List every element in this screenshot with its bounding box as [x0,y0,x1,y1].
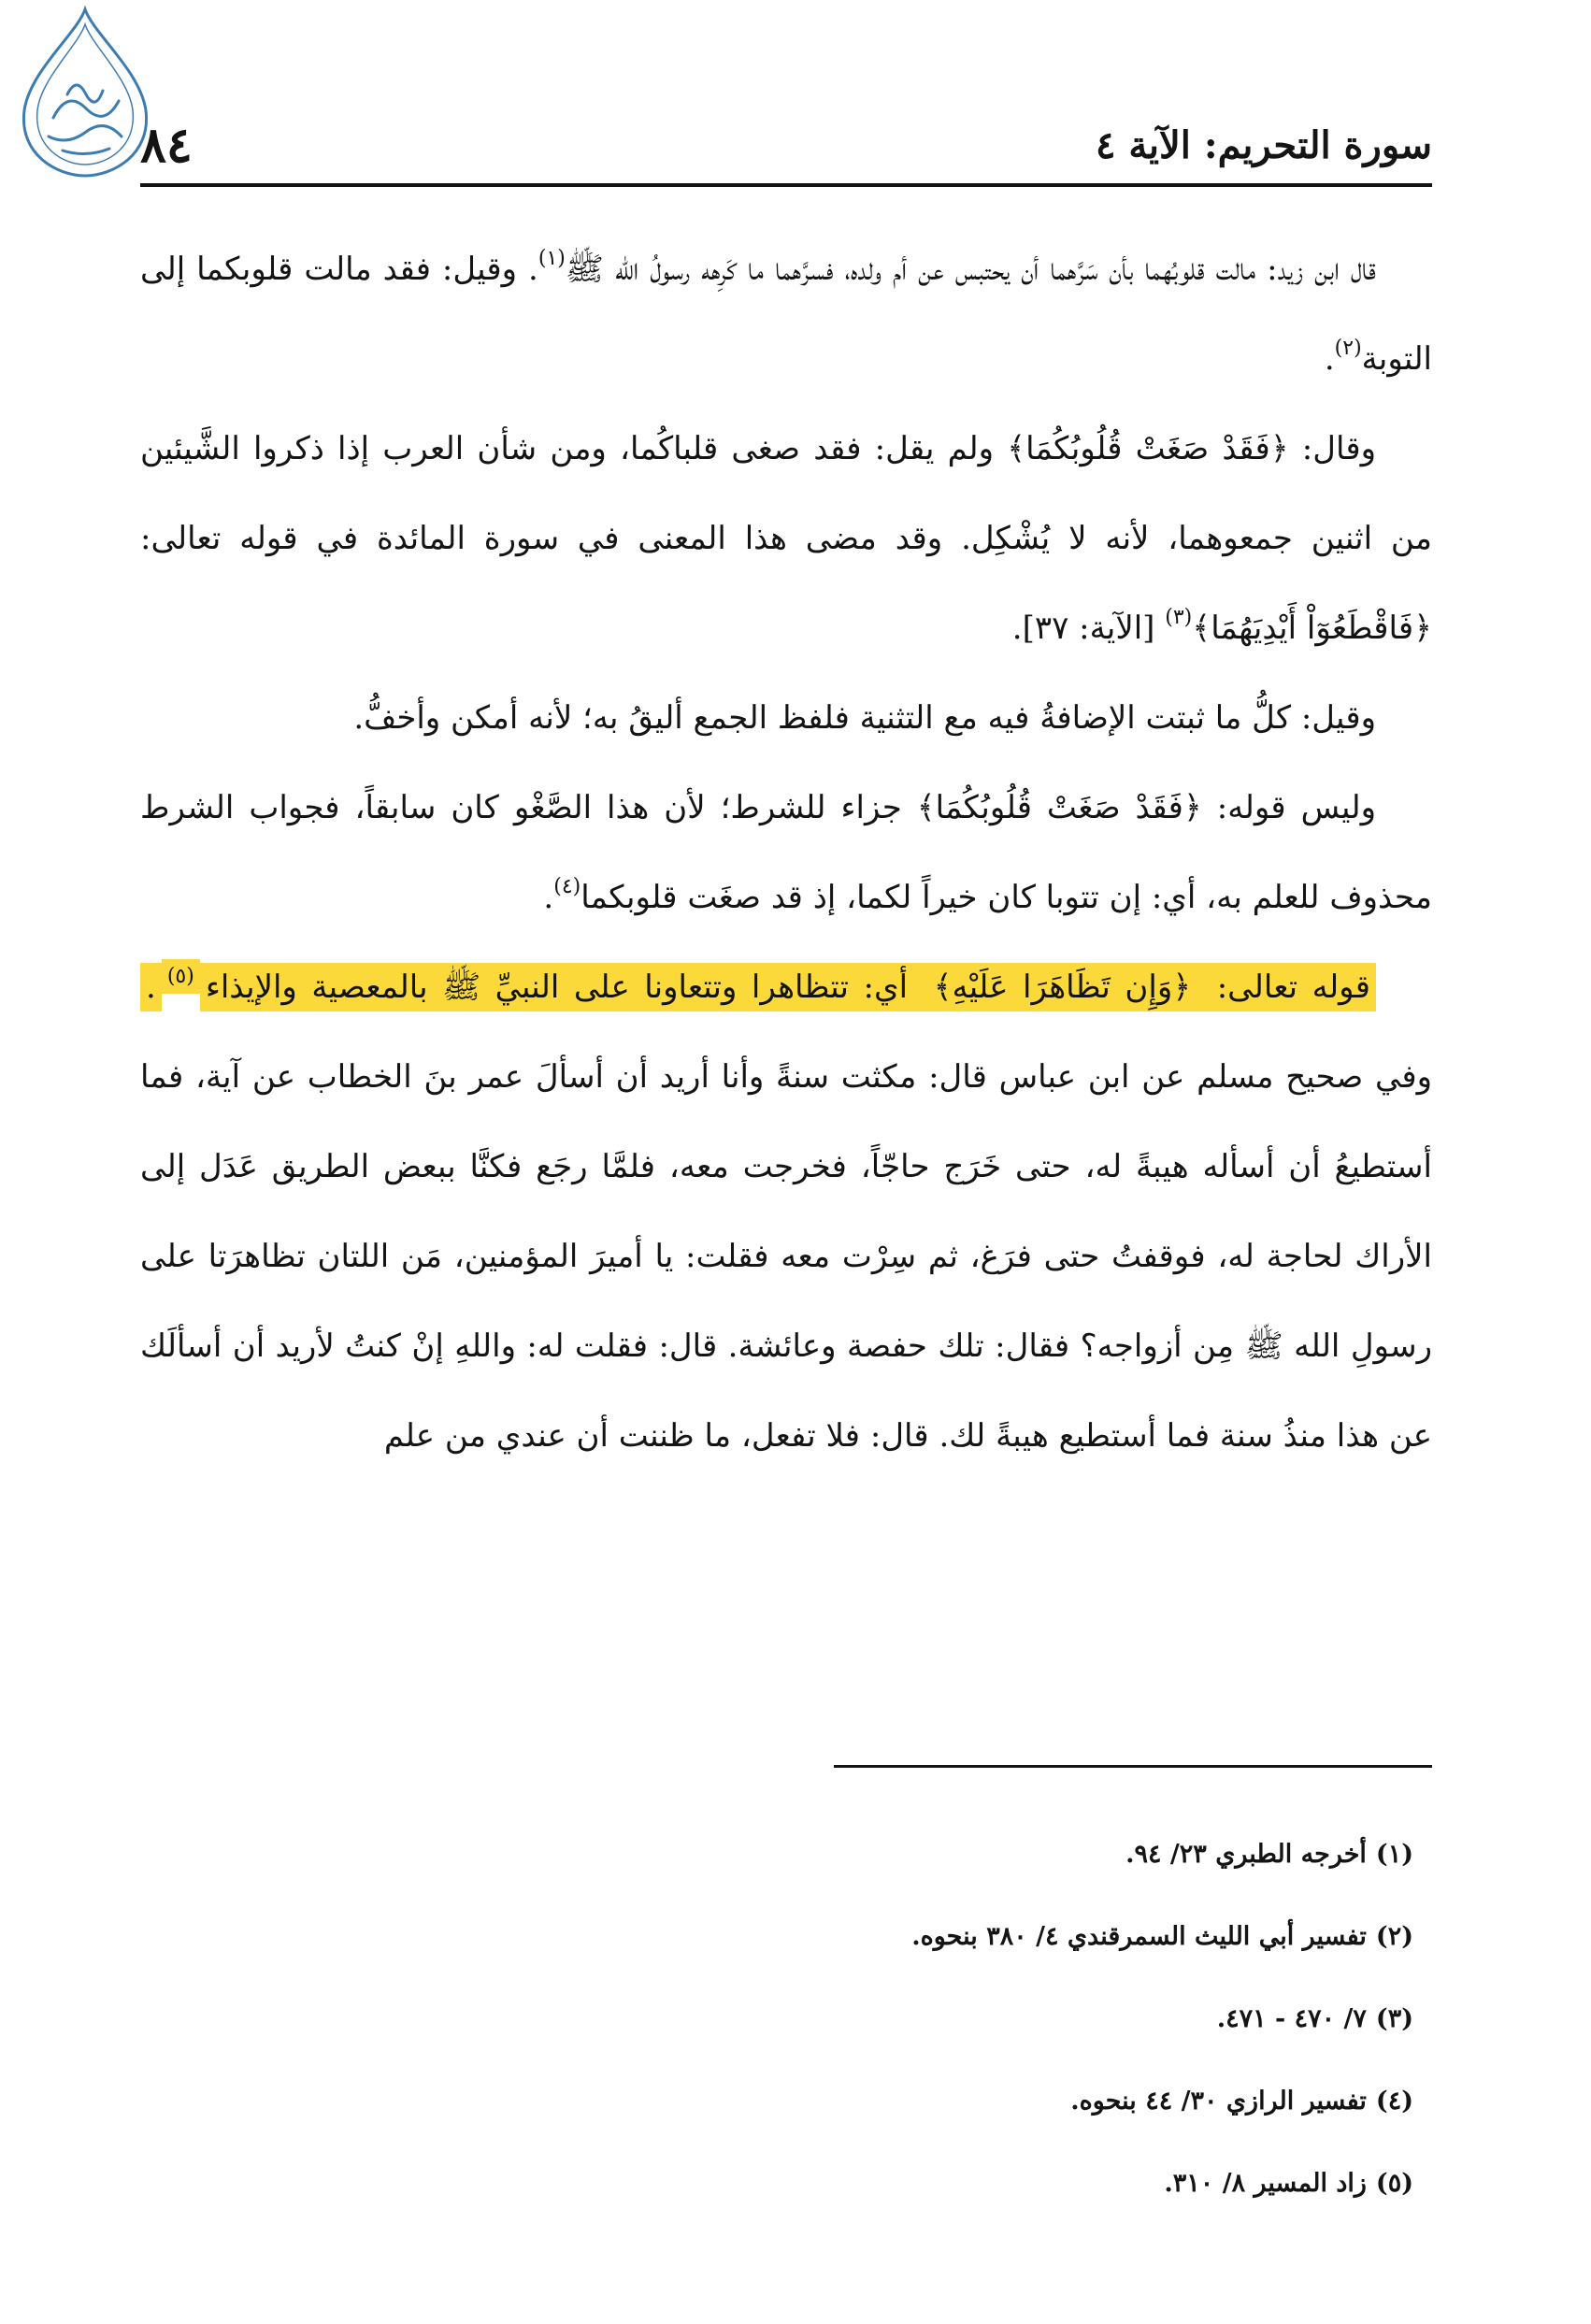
paragraph [140,224,1432,404]
footnote-text: تفسير أبي الليث السمرقندي ٤/ ٣٨٠ بنحوه. [911,1922,1367,1951]
text-run: ولم يقل: فقد صغى قلباكُما، ومن شأن العرب إذا ذكروا الشَّيئين من اثنين جمعوهما، لأنه لا يُشْكِل. وقد مضى هذا المعنى في سورة المائدة في قوله تعالى: [140,430,1432,557]
footnote [140,2060,1413,2143]
paragraph [140,942,1432,1481]
highlighted-text: أي: تتظاهرا وتتعاونا على النبيِّ ﷺ بالمعصية والإيذاء [200,963,928,1011]
footnote-number: (١) [1375,1840,1413,1869]
footnote-ref: (١) [538,247,566,270]
text-run: وقيل: كلُّ ما ثبتت الإضافةُ فيه مع التثنية فلفظ الجمع أليقُ به؛ لأنه أمكن وأخفُّ. [353,699,1376,737]
footnote-text: ٧/ ٤٧٠ - ٤٧١. [1216,2004,1367,2033]
footnote [140,1896,1413,1978]
text-run: قال ابن زيد: مالت قلوبُهما بأن سَرَّهما أن يحتبس عن أم ولده، فسرَّهما ما كَرِهه رسولُ الله ﷺ [565,251,1376,288]
paragraph [140,673,1432,763]
highlighted-text: . [140,963,162,1011]
text-run: . [1324,340,1335,378]
footnote-text: أخرجه الطبري ٢٣/ ٩٤. [1125,1840,1367,1869]
text-run: . وقيل: فقد مالت قلوبكما إلى التوبة [140,251,1432,378]
footnote-number: (٢) [1375,1922,1413,1951]
footnote-text: زاد المسير ٨/ ٣١٠. [1164,2169,1367,2198]
quran-quote: ﴿فَقَدْ صَغَتْ قُلُوبُكُمَا﴾ [916,789,1202,826]
text-run: وفي صحيح مسلم عن ابن عباس قال: مكثت سنةً وأنا أريد أن أسألَ عمر بنَ الخطاب عن آية، فما أستطيعُ أن أسأله هيبةً له، حتى خَرَج حاجّاً، فخرجت معه، فلمَّا رجَع فكنَّا ببعض الطريق عَدَل إلى الأراك لحاجة له، فوقفتُ حتى فرَغ، ثم سِرْت معه فقلت: يا أميرَ المؤمنين، مَن اللتان تظاهرَتا على رسولِ الله ﷺ مِن أزواجه؟ فقال: تلك حفصة وعائشة. قال: فقلت له: واللهِ إنْ كنتُ لأريد أن أسألَك عن هذا منذُ سنة فما أستطيع هيبةً لك. قال: فلا تفعل، ما ظننت أن عندي من علم [140,1058,1432,1455]
paragraph [140,404,1432,673]
footnote-divider [834,1765,1432,1768]
logo-drop-icon [11,6,159,179]
highlighted-footnote-ref: (٥) [162,959,200,994]
quran-quote: ﴿فَقَدْ صَغَتْ قُلُوبُكُمَا﴾ [1007,430,1289,467]
footnote-number: (٣) [1375,2004,1413,2033]
highlighted-quran-quote: ﴿وَإِن تَظَاهَرَا عَلَيْهِ﴾ [928,963,1197,1011]
text-run: . [543,879,554,916]
text-run: جزاء للشرط؛ لأن هذا الصَّغْو كان سابقاً، فجواب الشرط محذوف للعلم به، أي: إن تتوبا كان خيراً لكما، إذ قد صغَت قلوبكما [140,789,1432,916]
text-run: وليس قوله: [1201,789,1376,826]
highlighted-text: قوله تعالى: [1197,963,1376,1011]
footnote-ref: (٣) [1165,606,1193,629]
footnote-text: تفسير الرازي ٣٠/ ٤٤ بنحوه. [1070,2087,1367,2116]
page-number: ٨٤ [140,116,193,174]
footnote [140,1978,1413,2060]
text-run: وقال: [1288,430,1376,467]
quran-quote: ﴿فَاقْطَعُوٓاْ أَيْدِيَهُمَا﴾ [1192,610,1432,647]
paragraph [140,763,1432,942]
main-text [140,224,1432,1481]
footnote [140,1814,1413,1896]
footnotes [140,1814,1413,2225]
page-header [140,103,1432,187]
footnote-ref: (٢) [1334,337,1362,360]
watermark-logo [11,6,159,179]
running-title: سورة التحريم: الآية ٤ [1096,122,1432,167]
text-run: [الآية: ٣٧]. [1011,610,1166,647]
header-divider [140,183,1432,187]
footnote [140,2143,1413,2225]
footnote-ref: (٤) [553,875,581,898]
footnote-number: (٥) [1375,2169,1413,2198]
footnote-number: (٤) [1375,2087,1413,2116]
